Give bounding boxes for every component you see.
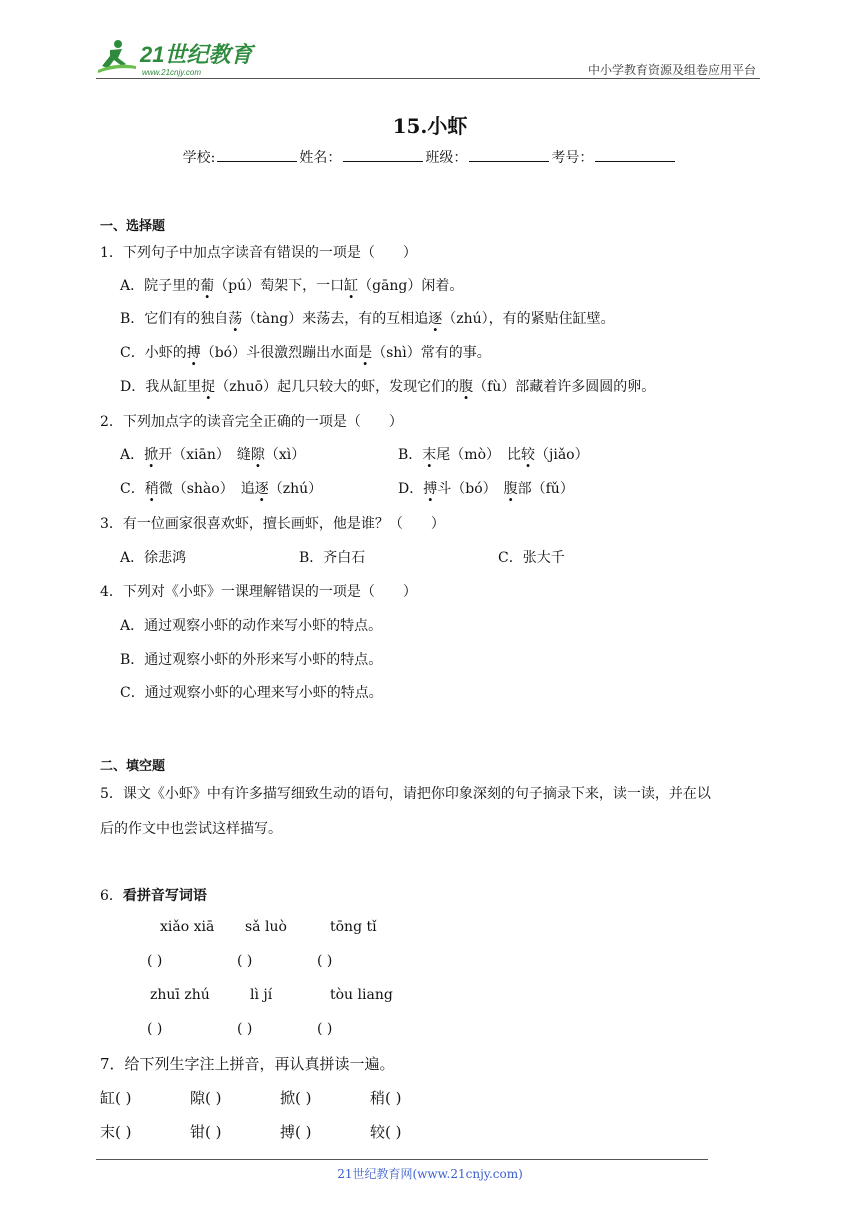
answer-blank[interactable]: ( ): [317, 1021, 333, 1037]
q3-option-c: C．张大千: [498, 550, 565, 566]
q1-option-b: B．它们有的独自荡（tàng）来荡去，有的互相追逐（zhú），有的紧贴住缸壁。: [120, 311, 615, 327]
q1-option-c: C．小虾的搏（bó）斗很激烈蹦出水面是（shì）常有的事。: [120, 345, 491, 361]
char-blank[interactable]: 末( ): [100, 1123, 132, 1141]
logo-url: www.21cnjy.com: [142, 68, 201, 77]
school-label: 学校:: [182, 150, 216, 166]
logo-text: 21世纪教育: [140, 42, 253, 67]
section-heading-fill: 二、填空题: [100, 759, 166, 774]
pinyin-saluo: sǎ luò: [245, 919, 287, 935]
pinyin-touliang: tòu liang: [330, 987, 393, 1003]
section-heading-choice: 一、选择题: [100, 219, 166, 234]
class-label: 班级：: [425, 150, 468, 166]
pinyin-tongti: tōng tǐ: [330, 919, 377, 935]
question-3-stem: 3．有一位画家很喜欢虾，擅长画虾，他是谁？（ ）: [100, 516, 445, 532]
char-blank[interactable]: 稍( ): [370, 1089, 402, 1107]
platform-name: 中小学教育资源及组卷应用平台: [587, 63, 756, 77]
school-blank: [217, 147, 297, 162]
question-2-stem: 2．下列加点字的读音完全正确的一项是（ ）: [100, 414, 403, 430]
char-blank[interactable]: 缸( ): [100, 1089, 132, 1107]
q2-option-c: C．稍微（shào） 追逐（zhú）: [120, 481, 323, 497]
char-blank[interactable]: 隙( ): [190, 1089, 222, 1107]
q3-option-a: A．徐悲鸿: [120, 550, 187, 566]
q2-option-d: D．搏斗（bó） 腹部（fǔ）: [398, 481, 574, 497]
q2-option-b: B．末尾（mò） 比较（jiǎo）: [398, 447, 589, 463]
q1-option-a: A．院子里的葡（pú）萄架下，一口缸（gāng）闲着。: [120, 278, 464, 294]
exam-no-blank: [595, 147, 675, 162]
answer-blank[interactable]: ( ): [147, 1021, 163, 1037]
char-blank[interactable]: 较( ): [370, 1123, 402, 1141]
site-logo: [96, 36, 266, 80]
q1-option-d: D．我从缸里捉（zhuō）起几只较大的虾，发现它们的腹（fù）部藏着许多圆圆的卵。: [120, 379, 656, 395]
q3-option-b: B．齐白石: [299, 550, 366, 566]
char-blank[interactable]: 掀( ): [280, 1089, 312, 1107]
footer-link[interactable]: 21世纪教育网(www.21cnjy.com): [337, 1167, 523, 1181]
question-4-stem: 4．下列对《小虾》一课理解错误的一项是（ ）: [100, 584, 417, 600]
q4-option-c: C．通过观察小虾的心理来写小虾的特点。: [120, 685, 383, 701]
class-blank: [469, 147, 549, 162]
answer-blank[interactable]: ( ): [237, 1021, 253, 1037]
pinyin-liji: lì jí: [250, 987, 273, 1003]
question-1-stem: 1．下列句子中加点字读音有错误的一项是（ ）: [100, 245, 417, 261]
char-blank[interactable]: 钳( ): [190, 1123, 222, 1141]
question-5-line-2: 后的作文中也尝试这样描写。: [100, 821, 282, 837]
footer-divider: [96, 1159, 708, 1160]
answer-blank[interactable]: ( ): [237, 953, 253, 969]
question-5-line-1: 5．课文《小虾》中有许多描写细致生动的语句，请把你印象深刻的句子摘录下来，读一读，并在以: [100, 786, 711, 802]
q2-option-a: A．掀开（xiān） 缝隙（xì）: [120, 447, 306, 463]
question-6-stem: 6．看拼音写词语: [100, 888, 207, 904]
pinyin-zhuizhu: zhuī zhú: [150, 987, 210, 1003]
exam-no-label: 考号：: [551, 150, 594, 166]
name-blank: [343, 147, 423, 162]
question-7-stem: 7．给下列生字注上拼音，再认真拼读一遍。: [100, 1055, 395, 1073]
header-divider: [96, 78, 760, 79]
name-label: 姓名：: [299, 150, 342, 166]
q4-option-a: A．通过观察小虾的动作来写小虾的特点。: [120, 618, 383, 634]
answer-blank[interactable]: ( ): [147, 953, 163, 969]
q4-option-b: B．通过观察小虾的外形来写小虾的特点。: [120, 652, 383, 668]
page-title: 15.小虾: [392, 114, 468, 138]
char-blank[interactable]: 搏( ): [280, 1123, 312, 1141]
pinyin-xiaoxia: xiǎo xiā: [160, 919, 215, 935]
student-info-line: [0, 147, 860, 167]
answer-blank[interactable]: ( ): [317, 953, 333, 969]
